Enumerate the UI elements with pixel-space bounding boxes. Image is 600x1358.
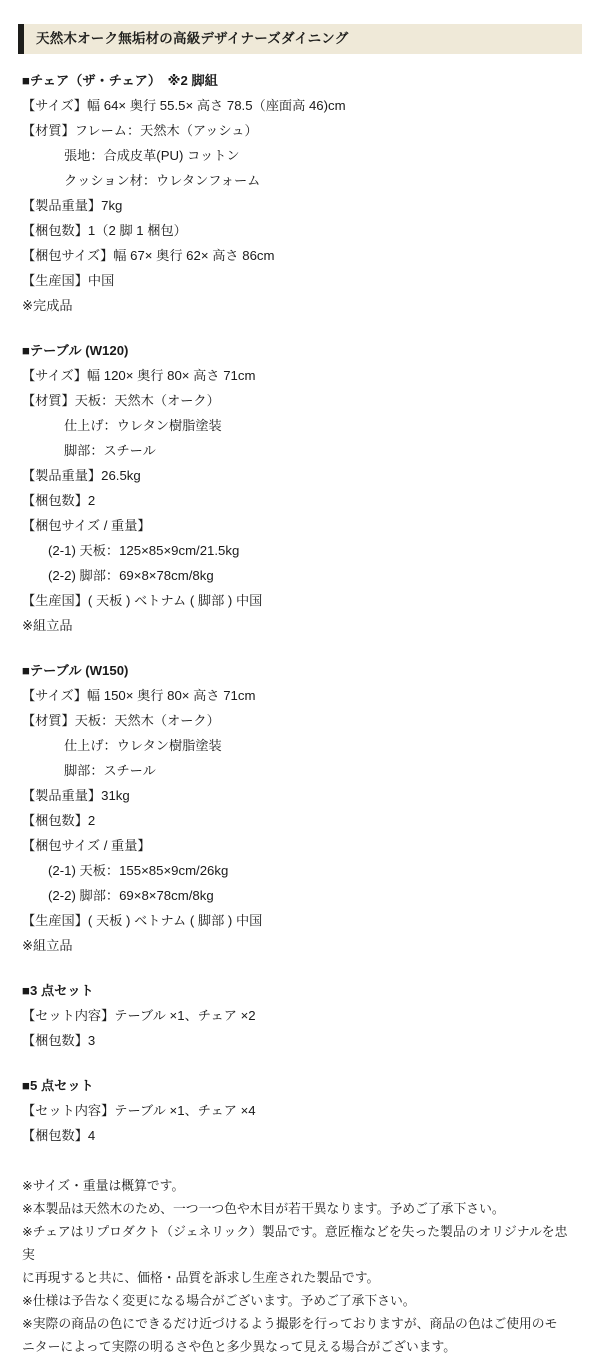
- spec-line: 【梱包サイズ / 重量】: [22, 518, 151, 533]
- spec-line: クッション材：ウレタンフォーム: [64, 173, 261, 188]
- spec-line: ■テーブル (W120): [22, 343, 129, 358]
- spec-line: (2-1) 天板：125×85×9cm/21.5kg: [48, 543, 240, 558]
- spec-line: 【サイズ】幅 150× 奥行 80× 高さ 71cm: [22, 688, 256, 703]
- spec-line: ■3 点セット: [22, 983, 94, 998]
- spec-section-set-5: [22, 1073, 578, 1148]
- note-line: ニターによって実際の明るさや色と多少異なって見える場合がございます。: [22, 1339, 457, 1354]
- note-line: ※実際の商品の色にできるだけ近づけるよう撮影を行っておりますが、商品の色はご使用のモ: [22, 1316, 558, 1331]
- spec-line: ※完成品: [22, 298, 73, 313]
- spec-line: 【サイズ】幅 120× 奥行 80× 高さ 71cm: [22, 368, 256, 383]
- spec-line: ■5 点セット: [22, 1078, 94, 1093]
- spec-section-chair: [22, 68, 578, 318]
- note-line: ※本製品は天然木のため、一つ一つ色や木目が若干異なります。予めご了承下さい。: [22, 1201, 505, 1216]
- spec-line: 【セット内容】テーブル ×1、チェア ×4: [22, 1103, 256, 1118]
- spec-line: 【製品重量】31kg: [22, 788, 130, 803]
- spec-section-set-3: [22, 978, 578, 1053]
- spec-line: 【材質】天板：天然木（オーク）: [22, 393, 220, 408]
- spec-content: [0, 54, 600, 1358]
- page-title-bar: [18, 24, 582, 54]
- spec-line: 【製品重量】7kg: [22, 198, 123, 213]
- spec-line: 【サイズ】幅 64× 奥行 55.5× 高さ 78.5（座面高 46)cm: [22, 98, 346, 113]
- spec-line: 【生産国】( 天板 ) ベトナム ( 脚部 ) 中国: [22, 913, 263, 928]
- spec-line: 【梱包数】2: [22, 813, 96, 828]
- spec-line: 【製品重量】26.5kg: [22, 468, 141, 483]
- spec-line: 【生産国】中国: [22, 273, 115, 288]
- spec-line: 仕上げ：ウレタン樹脂塗装: [64, 738, 222, 753]
- spec-line: 【梱包数】1（2 脚 1 梱包）: [22, 223, 187, 238]
- spec-line: (2-1) 天板：155×85×9cm/26kg: [48, 863, 229, 878]
- spec-line: 【材質】フレーム：天然木（アッシュ）: [22, 123, 258, 138]
- spec-line: 【梱包数】3: [22, 1033, 96, 1048]
- spec-line: ※組立品: [22, 938, 73, 953]
- spec-line: 【セット内容】テーブル ×1、チェア ×2: [22, 1008, 256, 1023]
- spec-line: 【生産国】( 天板 ) ベトナム ( 脚部 ) 中国: [22, 593, 263, 608]
- spec-line: 【梱包数】4: [22, 1128, 96, 1143]
- page-title: 天然木オーク無垢材の高級デザイナーズダイニング: [36, 31, 349, 47]
- spec-line: 【梱包サイズ / 重量】: [22, 838, 151, 853]
- spec-line: ■チェア（ザ・チェア） ※2 脚組: [22, 73, 218, 88]
- spec-line: (2-2) 脚部：69×8×78cm/8kg: [48, 568, 214, 583]
- note-line: ※チェアはリプロダクト（ジェネリック）製品です。意匠権などを失った製品のオリジナルを忠実: [22, 1224, 568, 1262]
- note-line: ※サイズ・重量は概算です。: [22, 1178, 185, 1193]
- disclaimer-notes: [22, 1174, 578, 1358]
- spec-section-table-w150: [22, 658, 578, 958]
- note-line: に再現すると共に、価格・品質を訴求し生産された製品です。: [22, 1270, 380, 1285]
- spec-line: 【梱包数】2: [22, 493, 96, 508]
- spec-line: ■テーブル (W150): [22, 663, 129, 678]
- spec-line: (2-2) 脚部：69×8×78cm/8kg: [48, 888, 214, 903]
- spec-line: 脚部：スチール: [64, 763, 156, 778]
- spec-line: 【梱包サイズ】幅 67× 奥行 62× 高さ 86cm: [22, 248, 275, 263]
- spec-line: ※組立品: [22, 618, 73, 633]
- spec-section-table-w120: [22, 338, 578, 638]
- spec-line: 張地：合成皮革(PU) コットン: [64, 148, 240, 163]
- note-line: ※仕様は予告なく変更になる場合がございます。予めご了承下さい。: [22, 1293, 416, 1308]
- spec-line: 【材質】天板：天然木（オーク）: [22, 713, 220, 728]
- spec-line: 脚部：スチール: [64, 443, 156, 458]
- product-spec-page: [0, 24, 600, 1354]
- spec-line: 仕上げ：ウレタン樹脂塗装: [64, 418, 222, 433]
